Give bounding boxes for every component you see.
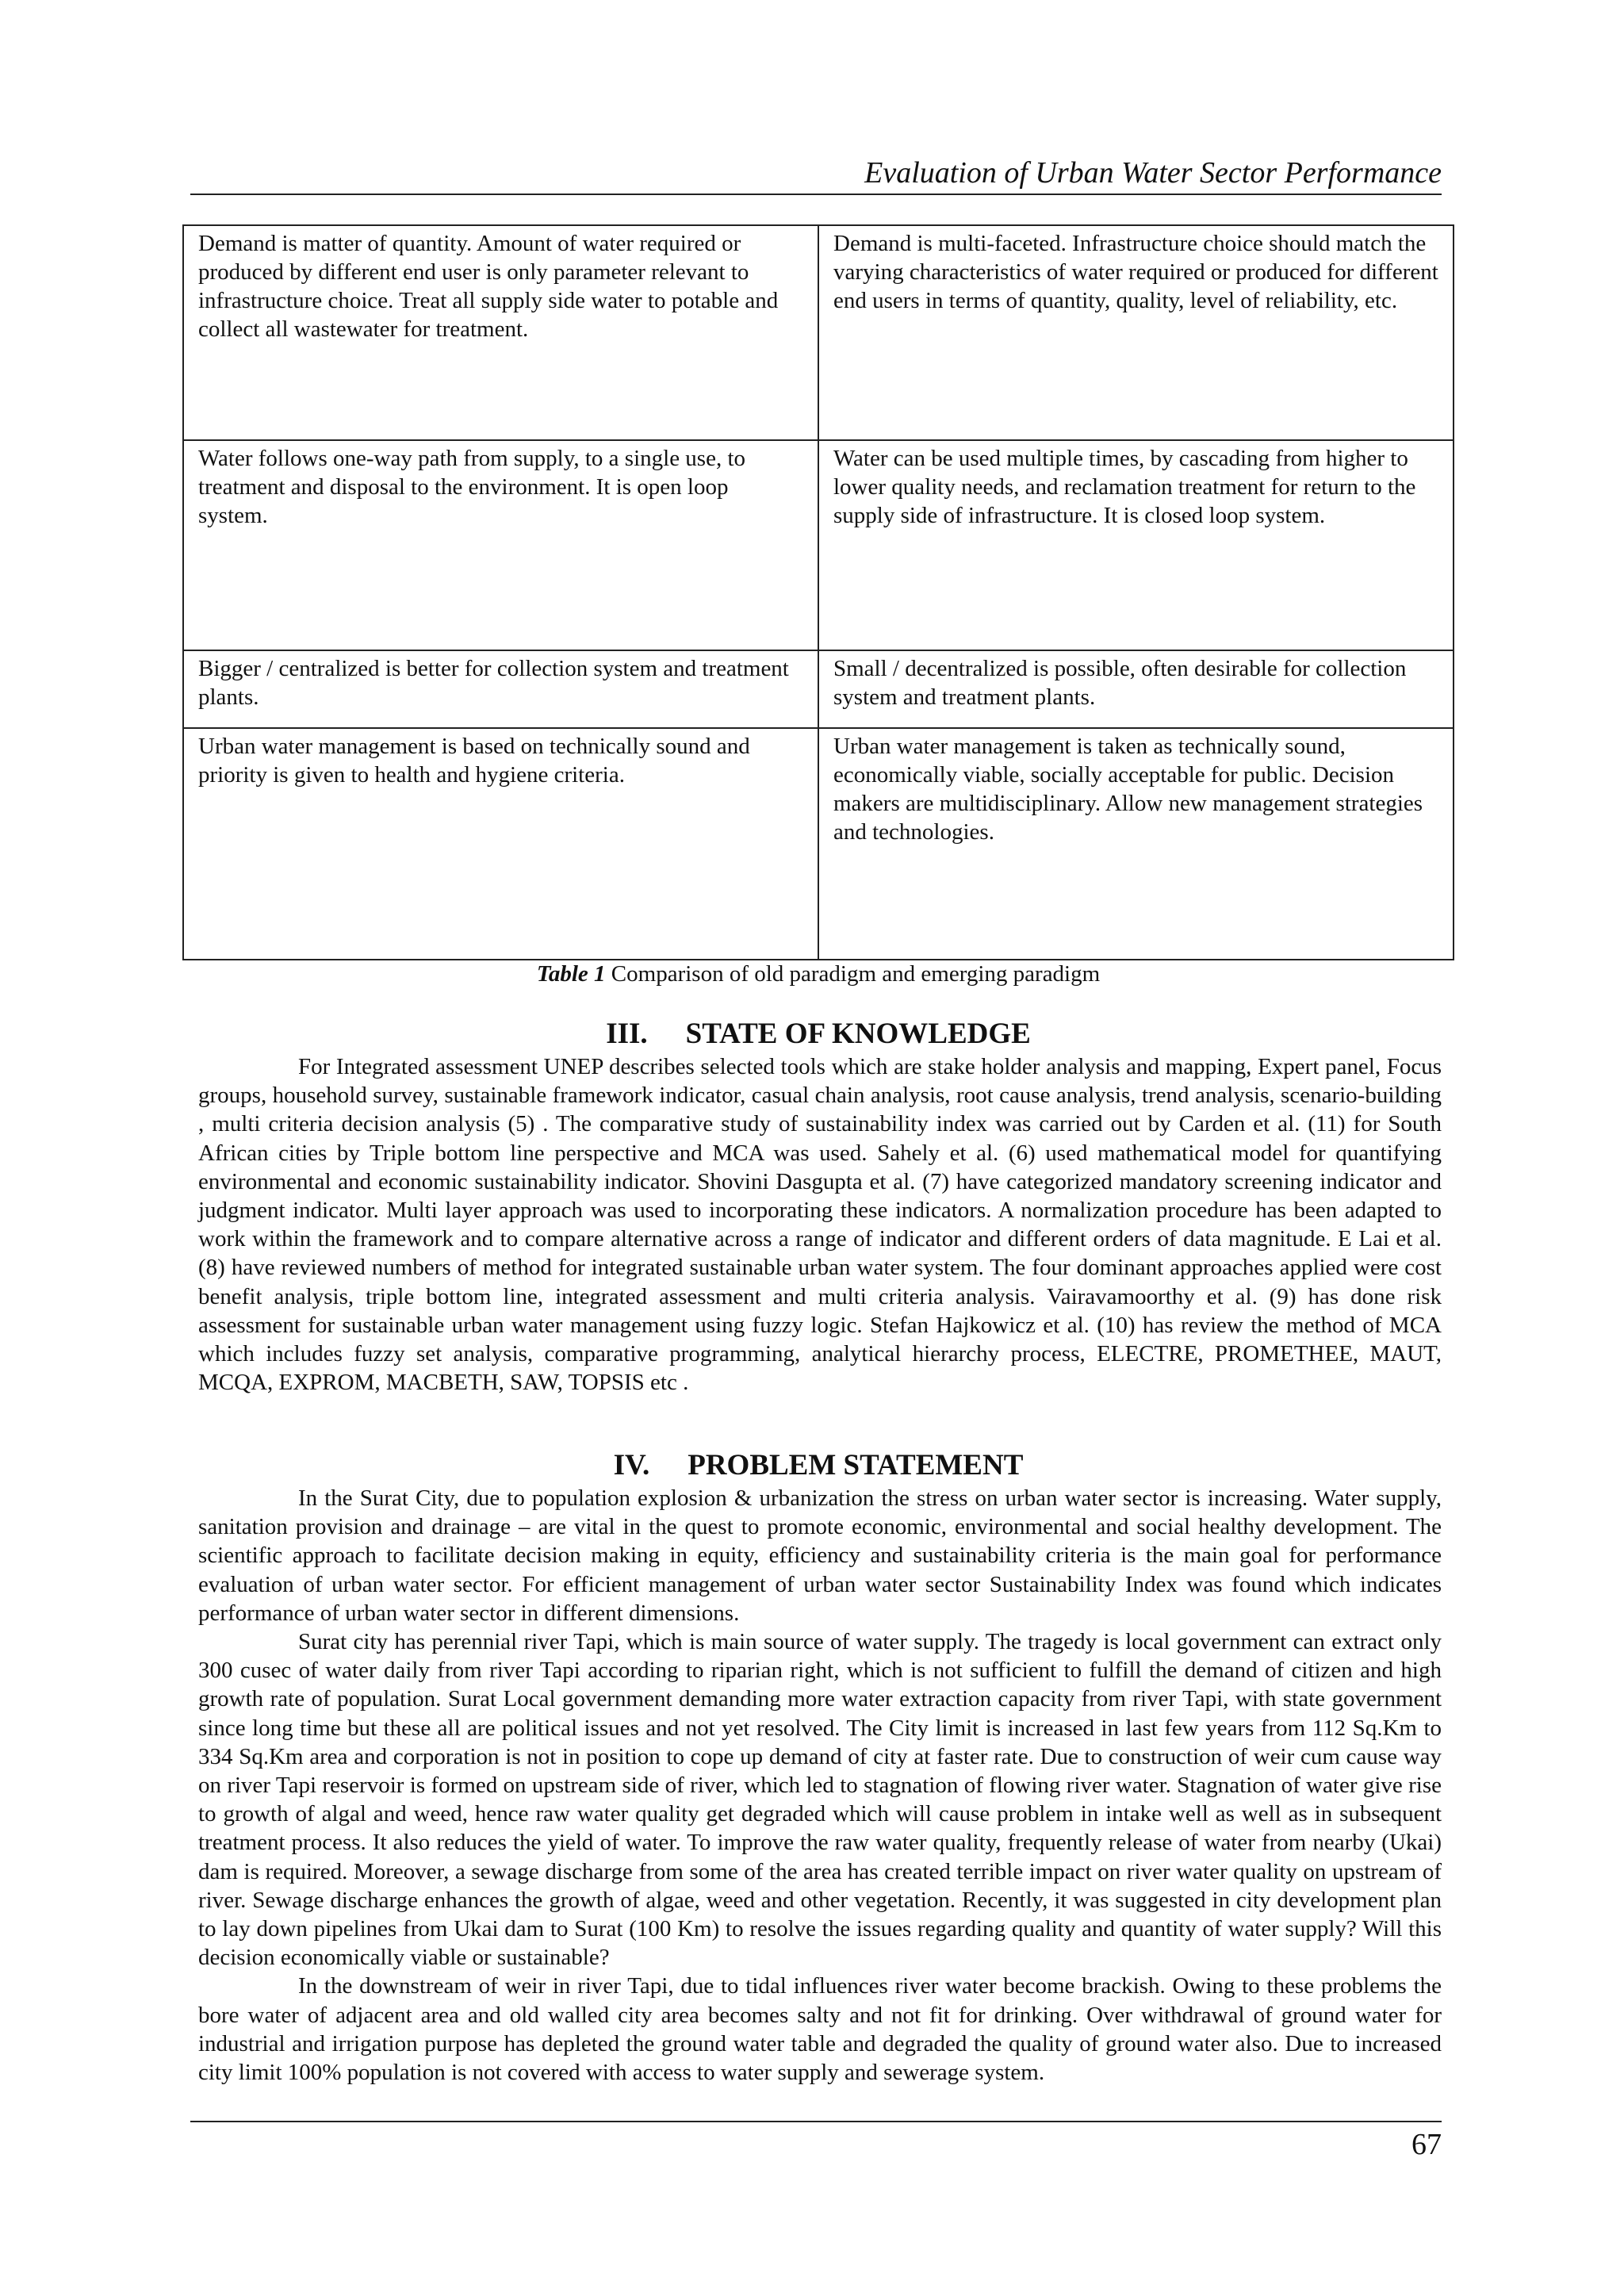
- section-number: III.: [606, 1018, 648, 1050]
- section-number: IV.: [613, 1449, 650, 1481]
- table-row: [183, 650, 1454, 728]
- emerging-paradigm-cell: Water can be used multiple times, by cascading from higher to lower quality needs, and reclamation treatment for return to the supply side of infrastructure. It is closed loop system.: [818, 440, 1454, 650]
- paragraph: In the downstream of weir in river Tapi, due to tidal influences river water become brackish. Owing to these problems the bore water of adjacent area and old walled city area becomes salty and not fit for drinking. Over withdrawal of ground water for industrial and irrigation purpose has depleted the ground water table and degraded the quality of ground water also. Due to increased city limit 100% population is not covered with access to water supply and sewerage system.: [198, 1973, 1442, 2086]
- table-caption-label: Table 1: [536, 961, 606, 987]
- problem-statement-body: [198, 1484, 1442, 2087]
- section-heading-state-of-knowledge: [182, 1017, 1454, 1051]
- table-caption-text: Comparison of old paradigm and emerging paradigm: [611, 961, 1101, 987]
- running-header-title: Evaluation of Urban Water Sector Performance: [864, 156, 1442, 190]
- paragraph: For Integrated assessment UNEP describes selected tools which are stake holder analysis and mapping, Expert panel, Focus groups, household survey, sustainable framework indicator, casual chain analysis, root cause analysis, trend analysis, scenario-building , multi criteria decision analysis (5) . The comparative study of sustainability index was carried out by Carden et al. (11) for South African cities by Triple bottom line perspective and MCA was used. Sahely et al. (6) used mathematical model for quantifying environmental and economic sustainability indicator. Shovini Dasgupta et al. (7) have categorized mandatory screening indicator and judgment indicator. Multi layer approach was used to incorporating these indicators. A normalization procedure has been adapted to work within the framework and to compare alternative across a range of indicator and different orders of data magnitude. E Lai et al. (8) have reviewed numbers of method for integrated sustainable urban water system. The four dominant approaches applied were cost benefit analysis, triple bottom line, integrated assessment and multi criteria analysis. Vairavamoorthy et al. (9) has done risk assessment for sustainable urban water management using fuzzy logic. Stefan Hajkowicz et al. (10) has review the method of MCA which includes fuzzy set analysis, comparative programming, analytical hierarchy process, ELECTRE, PROMETHEE, MAUT, MCQA, EXPROM, MACBETH, SAW, TOPSIS etc .: [198, 1054, 1442, 1396]
- section-title: STATE OF KNOWLEDGE: [685, 1018, 1031, 1050]
- old-paradigm-cell: Water follows one-way path from supply, to a single use, to treatment and disposal to the environment. It is open loop system.: [183, 440, 818, 650]
- state-of-knowledge-body: [198, 1052, 1442, 1397]
- table-caption: [182, 961, 1454, 987]
- header-rule: [190, 194, 1442, 195]
- table-row: [183, 728, 1454, 960]
- section-heading-problem-statement: [182, 1448, 1454, 1482]
- table-row: [183, 225, 1454, 440]
- section-title: PROBLEM STATEMENT: [688, 1449, 1024, 1481]
- paragraph: In the Surat City, due to population explosion & urbanization the stress on urban water sector is increasing. Water supply, sanitation provision and drainage – are vital in the quest to promote economic, environmental and social healthy development. The scientific approach to facilitate decision making in equity, efficiency and sustainability criteria is the main goal for performance evaluation of urban water sector. For efficient management of urban water sector Sustainability Index was found which indicates performance of urban water sector in different dimensions.: [198, 1485, 1442, 1626]
- footer-rule: [190, 2121, 1442, 2122]
- comparison-table: [182, 224, 1454, 960]
- emerging-paradigm-cell: Small / decentralized is possible, often desirable for collection system and treatment plants.: [818, 650, 1454, 728]
- old-paradigm-cell: Urban water management is based on technically sound and priority is given to health and hygiene criteria.: [183, 728, 818, 960]
- old-paradigm-cell: Demand is matter of quantity. Amount of water required or produced by different end user is only parameter relevant to infrastructure choice. Treat all supply side water to potable and collect all wastewater for treatment.: [183, 225, 818, 440]
- emerging-paradigm-cell: Urban water management is taken as technically sound, economically viable, socially acceptable for public. Decision makers are multidisciplinary. Allow new management strategies and technologies.: [818, 728, 1454, 960]
- paragraph: Surat city has perennial river Tapi, which is main source of water supply. The tragedy is local government can extract only 300 cusec of water daily from river Tapi according to riparian right, which is not sufficient to fulfill the demand of citizen and high growth rate of population. Surat Local government demanding more water extraction capacity from river Tapi, with state government since long time but these all are political issues and not yet resolved. The City limit is increased in last few years from 112 Sq.Km to 334 Sq.Km area and corporation is not in position to cope up demand of city at faster rate. Due to construction of weir cum cause way on river Tapi reservoir is formed on upstream side of river, which led to stagnation of flowing river water. Stagnation of water give rise to growth of algal and weed, hence raw water quality get degraded which will cause problem in intake well as well as in subsequent treatment process. It also reduces the yield of water. To improve the raw water quality, frequently release of water from nearby (Ukai) dam is required. Moreover, a sewage discharge from some of the area has created terrible impact on river water quality on upstream of river. Sewage discharge enhances the growth of algae, weed and other vegetation. Recently, it was suggested in city development plan to lay down pipelines from Ukai dam to Surat (100 Km) to resolve the issues regarding quality and quantity of water supply? Will this decision economically viable or sustainable?: [198, 1629, 1442, 1971]
- page-number: 67: [1411, 2128, 1442, 2161]
- emerging-paradigm-cell: Demand is multi-faceted. Infrastructure choice should match the varying characteristics of water required or produced for different end users in terms of quantity, quality, level of reliability, etc.: [818, 225, 1454, 440]
- table-row: [183, 440, 1454, 650]
- old-paradigm-cell: Bigger / centralized is better for collection system and treatment plants.: [183, 650, 818, 728]
